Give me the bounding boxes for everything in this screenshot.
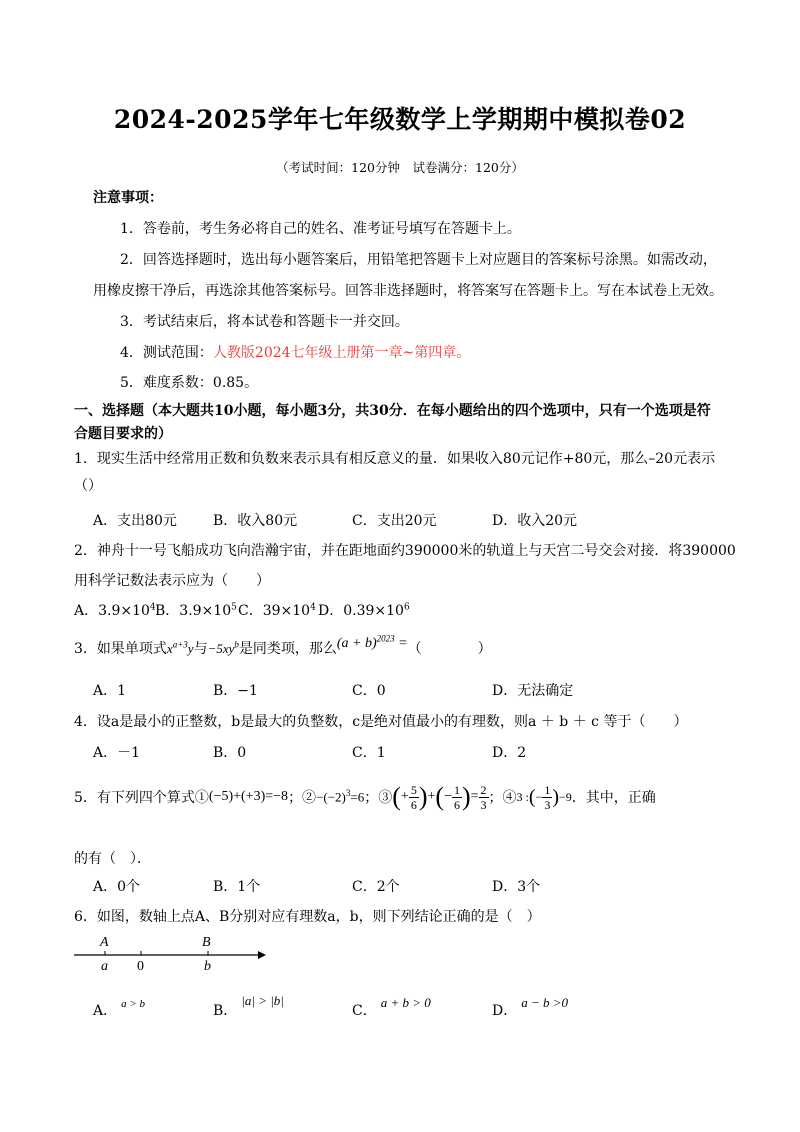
number-line-figure bbox=[70, 930, 270, 974]
note-item-3: 3．考试结束后，将本试卷和答题卡一并交回。 bbox=[120, 314, 409, 330]
q6-stem: 6．如图，数轴上点A、B分别对应有理数a，b，则下列结论正确的是（ ） bbox=[74, 909, 541, 925]
point-label-A: A bbox=[100, 935, 109, 950]
note-item-5: 5．难度系数：0.85。 bbox=[120, 375, 259, 391]
scope-value: 人教版2024七年级上册第一章~第四章。 bbox=[212, 345, 471, 361]
q3-expression: $(a + b)^{2023}$ = bbox=[336, 633, 408, 651]
q4-option-b: B．0 bbox=[213, 745, 247, 761]
q5-option-b: B．1个 bbox=[213, 879, 261, 895]
q1-stem: 1．现实生活中经常用正数和负数来表示具有相反意义的量．如果收入80元记作+80元，那么–20元表示 bbox=[74, 451, 716, 467]
q6-option-c-formula: a + b > 0 bbox=[380, 995, 431, 1010]
q6-option-c: C．a + b > 0 bbox=[352, 995, 431, 1019]
q5-expr-2: $-(-2)^3=6$ bbox=[316, 788, 365, 805]
q3-stem: 3．如果单项式$x^{a+3}y$与$-5xy^b$是同类项，那么$(a + b)^{2023}$ =（ ） bbox=[74, 633, 492, 657]
q3-monomial-2: $-5xy^b$ bbox=[207, 639, 239, 656]
q5-stem: 5．有下列四个算式① (−5)+(+3)=−8 ；② $-(-2)^3=6$ ；③ ( + $\frac{5}{6}$ ) + ( − $\frac{1}{6}$ ) = $\frac{2}{3}$ ；④ 3 : ( − $\frac{1}{3}$ ) −9 ．其中，正确 bbox=[74, 782, 656, 812]
q2-option-d: D．$0.39\times 10^6$ bbox=[318, 602, 410, 619]
q1-option-a: A．支出80元 bbox=[93, 513, 177, 529]
value-label-b: b bbox=[204, 959, 211, 974]
q2-stem: 2．神舟十一号飞船成功飞向浩瀚宇宙，并在距地面约390000米的轨道上与天宫二号交会对接．将390000 bbox=[74, 543, 736, 559]
scope-label: 4．测试范围： bbox=[120, 345, 213, 361]
q3-option-a: A．1 bbox=[93, 683, 127, 699]
q3-monomial-1: $x^{a+3}y$ bbox=[166, 639, 194, 656]
q6-option-b: B．|a| > |b| bbox=[213, 993, 284, 1019]
note-item-4 bbox=[120, 342, 470, 362]
q4-option-d: D．2 bbox=[492, 745, 527, 761]
q5-expr-3: ( + $\frac{5}{6}$ ) + ( − $\frac{1}{6}$ ) = $\frac{2}{3}$ bbox=[392, 782, 487, 812]
q6-option-b-formula: |a| > |b| bbox=[241, 993, 284, 1008]
q4-stem: 4．设a是最小的正整数，b是最大的负整数，c是绝对值最小的有理数，则a ＋ b ＋ c 等于（ ） bbox=[74, 714, 688, 730]
point-label-B: B bbox=[202, 935, 211, 950]
q1-stem-cont: （） bbox=[74, 478, 102, 494]
q6-option-d: D．a − b >0 bbox=[492, 995, 569, 1019]
q5-expr-4: 3 : ( − $\frac{1}{3}$ ) −9 bbox=[516, 782, 572, 812]
notes-heading: 注意事项： bbox=[93, 190, 163, 206]
q1-option-b: B．收入80元 bbox=[213, 513, 298, 529]
section1-heading: 一、选择题（本大题共10小题，每小题3分，共30分．在每小题给出的四个选项中，只有一个选项是符 bbox=[74, 403, 711, 419]
q5-option-c: C．2个 bbox=[352, 879, 400, 895]
q2-option-c: C．$39\times 10^4$ bbox=[238, 602, 316, 619]
arrow-right-icon bbox=[258, 951, 266, 959]
q5-option-a: A．0个 bbox=[93, 879, 141, 895]
value-label-a: a bbox=[101, 959, 108, 974]
q2-option-b: B．$3.9\times 10^5$ bbox=[155, 602, 237, 619]
q5-option-d: D．3个 bbox=[492, 879, 541, 895]
note-item-1: 1．答卷前，考生务必将自己的姓名、准考证号填写在答题卡上。 bbox=[120, 221, 521, 237]
page-title: 2024-2025学年七年级数学上学期期中模拟卷02 bbox=[113, 105, 687, 134]
q1-option-c: C．支出20元 bbox=[352, 513, 437, 529]
q3-option-d: D．无法确定 bbox=[492, 683, 574, 699]
q5-expr-1: (−5)+(+3)=−8 bbox=[208, 789, 289, 804]
note-item-2-cont: 用橡皮擦干净后，再选涂其他答案标号。回答非选择题时，将答案写在答题卡上。写在本试卷上无效。 bbox=[93, 283, 723, 299]
q6-option-d-formula: a − b >0 bbox=[521, 995, 569, 1010]
q6-option-a: A． $^{a > b}$ bbox=[93, 998, 146, 1019]
q3-option-c: C．0 bbox=[352, 683, 386, 699]
q2-option-a: A．$3.9\times 10^4$ bbox=[74, 602, 156, 619]
q5-stem-cont: 的有（ ）． bbox=[74, 851, 151, 867]
section1-heading-cont: 合题目要求的） bbox=[74, 426, 172, 442]
q2-stem-cont: 用科学记数法表示应为（ ） bbox=[74, 573, 270, 589]
q6-option-a-formula: a > b bbox=[121, 998, 146, 1010]
value-label-zero: 0 bbox=[137, 959, 144, 974]
q3-option-b: B．−1 bbox=[213, 683, 258, 699]
note-item-2: 2．回答选择题时，选出每小题答案后，用铅笔把答题卡上对应题目的答案标号涂黑。如需改动， bbox=[120, 252, 717, 268]
q4-option-a: A．－1 bbox=[93, 745, 141, 761]
exam-info: （考试时间：120分钟 试卷满分：120分） bbox=[276, 160, 524, 175]
q4-option-c: C．1 bbox=[352, 745, 386, 761]
q1-option-d: D．收入20元 bbox=[492, 513, 578, 529]
